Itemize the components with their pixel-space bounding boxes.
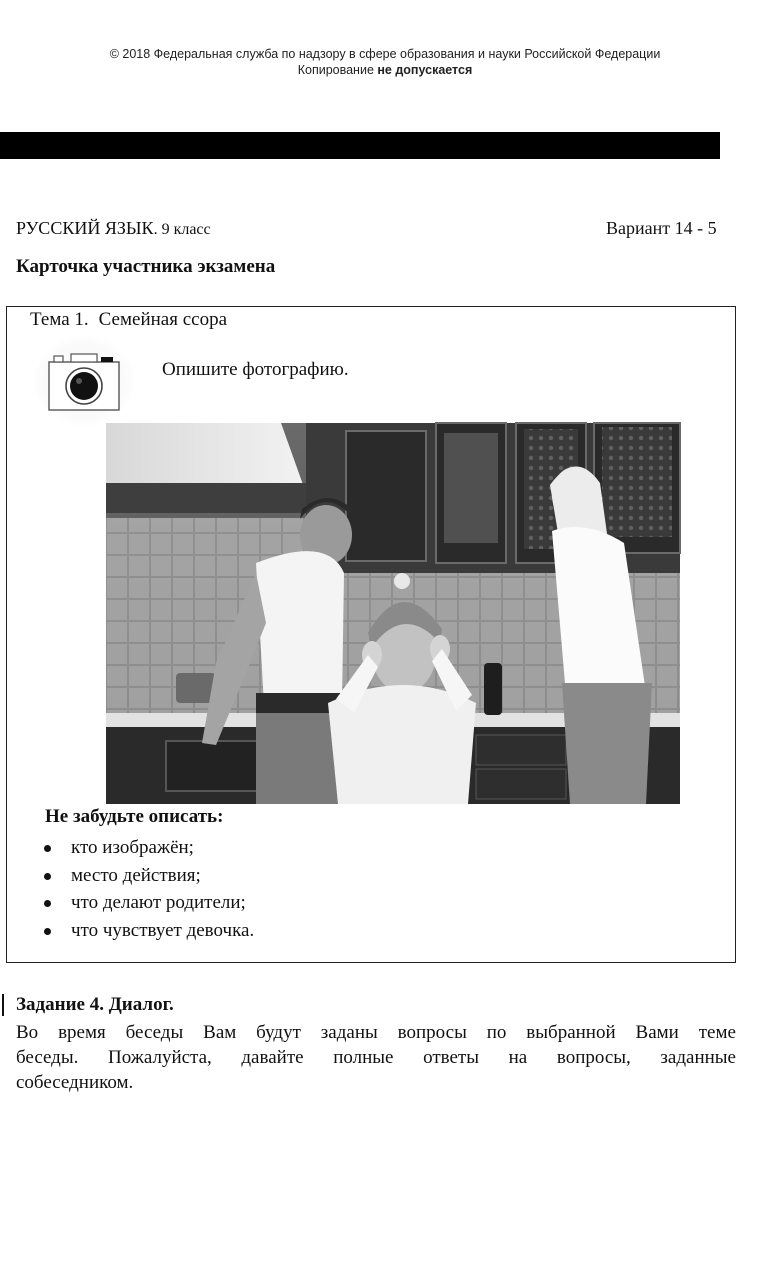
copyright-line-2-plain: Копирование — [297, 63, 378, 77]
list-item — [44, 889, 254, 917]
bullet-dot-icon — [44, 900, 51, 907]
list-item-text: что делают родители; — [71, 892, 246, 913]
task-word: полные — [333, 1047, 394, 1068]
copyright-line-2-bold: не допускается — [377, 63, 473, 77]
copyright-notice — [0, 46, 770, 78]
task-word: беседы. — [16, 1047, 79, 1068]
variant-label: Вариант 14 - 5 — [606, 218, 717, 238]
family-quarrel-photo — [106, 423, 680, 804]
remember-heading: Не забудьте описать: — [45, 806, 224, 827]
topic-label: Тема 1. — [30, 309, 89, 330]
task-word: вопросы, — [556, 1047, 631, 1068]
task-4-text — [16, 1020, 736, 1095]
list-item — [44, 862, 254, 890]
list-item-text: что чувствует девочка. — [71, 919, 255, 941]
bullet-dot-icon — [44, 928, 51, 935]
task-word: заданные — [660, 1047, 736, 1068]
list-item — [44, 917, 254, 945]
task-word: время — [58, 1022, 106, 1043]
task-word: теме — [698, 1022, 736, 1043]
task-word: будут — [256, 1022, 301, 1043]
copyright-line-1: © 2018 Федеральная служба по надзору в сфере образования и науки Российской Федерации — [109, 47, 661, 61]
black-band-divider — [0, 132, 720, 159]
task-word: беседы — [125, 1022, 184, 1043]
bullet-dot-icon — [44, 873, 51, 880]
task-word: вопросы — [397, 1022, 467, 1043]
bullet-dot-icon — [44, 845, 51, 852]
topic-name: Семейная ссора — [98, 309, 228, 330]
task-word: Во — [16, 1022, 39, 1043]
topic-heading — [30, 309, 227, 331]
description-checklist — [44, 834, 254, 944]
subject-grade: . 9 класс — [153, 221, 211, 238]
task-4-line-2 — [16, 1045, 736, 1070]
task-word: выбранной — [526, 1022, 616, 1043]
task-word: на — [508, 1047, 528, 1068]
task-word: Пожалуйста, — [107, 1047, 212, 1068]
list-item-text: кто изображён; — [71, 837, 194, 858]
task-word: по — [486, 1022, 507, 1043]
task-word: Вам — [203, 1022, 237, 1043]
photo-graphic — [106, 423, 680, 804]
task-word: давайте — [241, 1047, 304, 1068]
list-item — [44, 834, 254, 862]
task-4-line-1 — [16, 1020, 736, 1045]
subject-title — [16, 218, 211, 239]
camera-icon — [34, 336, 134, 426]
margin-mark — [2, 994, 4, 1016]
list-item-text: место действия; — [71, 864, 201, 886]
task-word: заданы — [320, 1022, 378, 1043]
task-4-line-3: собеседником. — [16, 1072, 134, 1093]
copyright-line-2 — [0, 62, 770, 78]
task-word: Вами — [635, 1022, 679, 1043]
instruction-text: Опишите фотографию. — [162, 359, 349, 380]
camera-icon-graphic — [46, 348, 122, 414]
task-4-title: Задание 4. Диалог. — [16, 994, 174, 1015]
task-word: ответы — [423, 1047, 479, 1068]
subject-caps: РУССКИЙ ЯЗЫК — [16, 218, 154, 238]
card-title: Карточка участника экзамена — [16, 256, 276, 277]
